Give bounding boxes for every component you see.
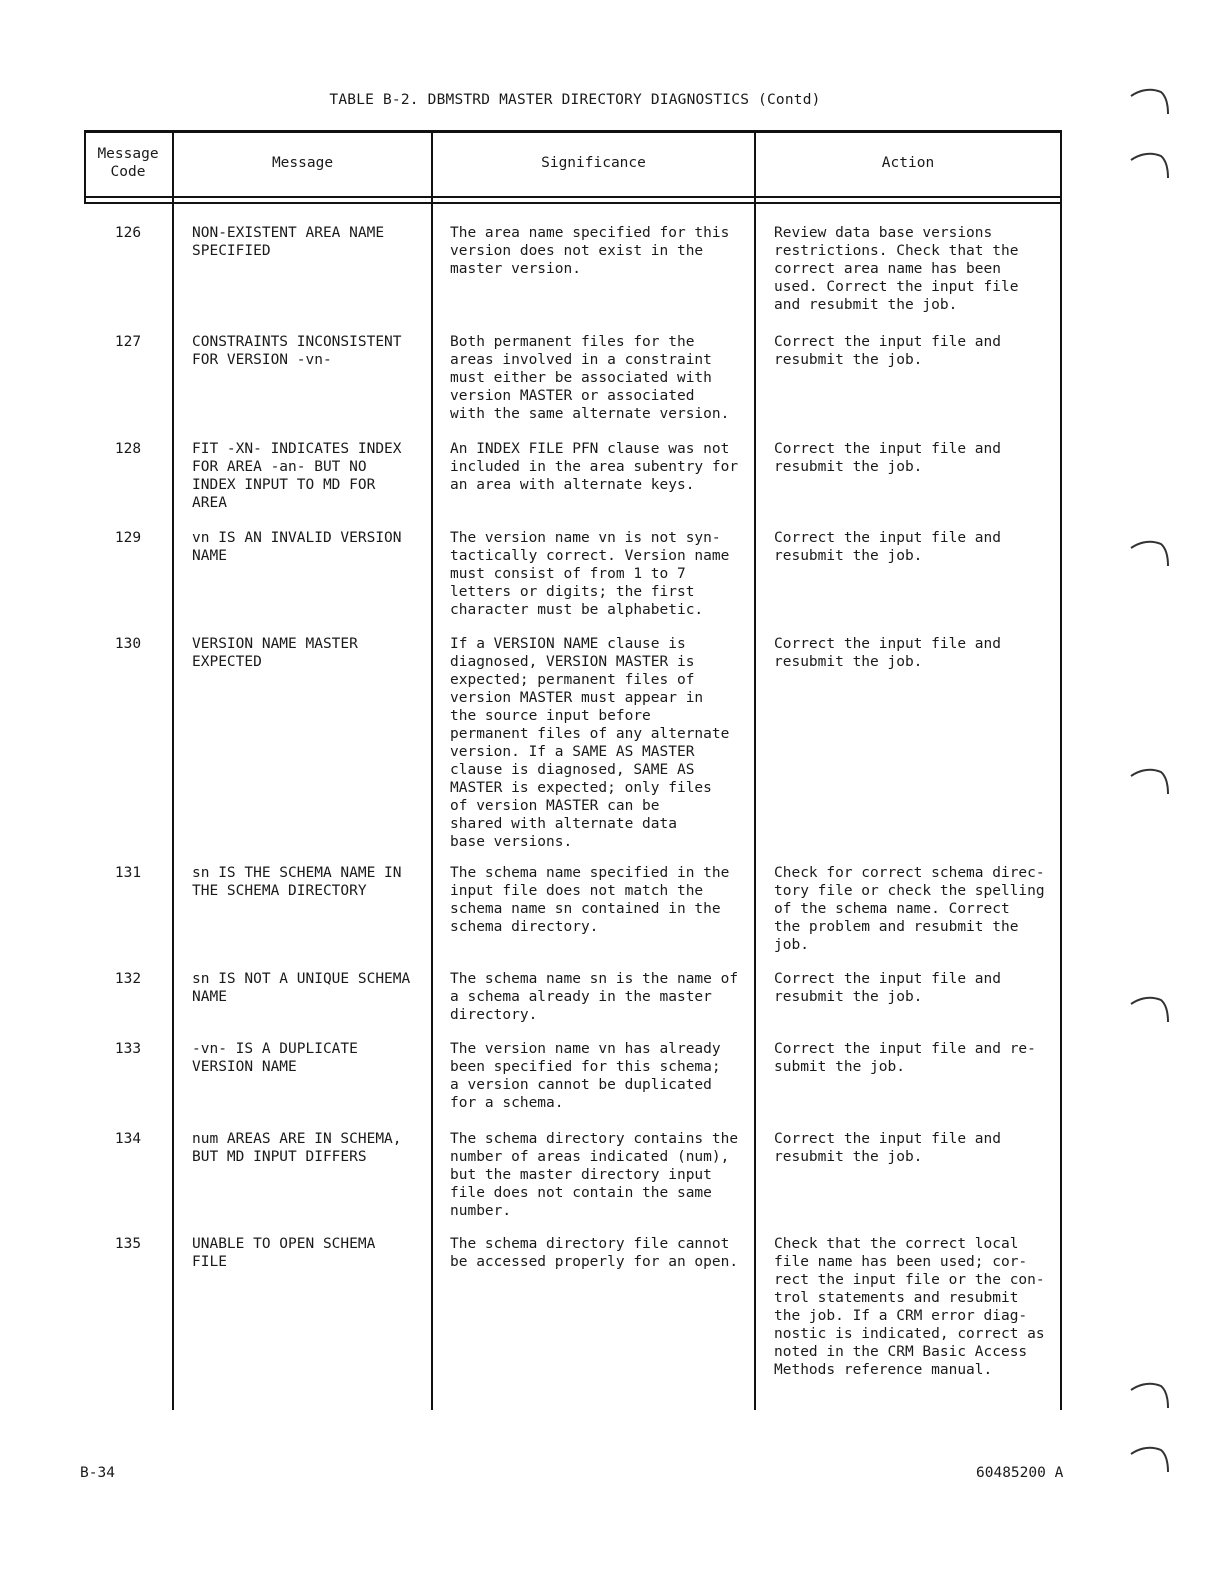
cell-code: 129	[114, 530, 142, 546]
cell-code: 127	[114, 334, 142, 350]
binder-hole-icon	[1128, 1378, 1172, 1412]
binder-hole-icon	[1128, 84, 1172, 118]
cell-significance: Both permanent files for the areas involved in a constraint must either be associated with version MASTER or associated with the same alternate version.	[450, 334, 730, 422]
cell-action: Correct the input file and resubmit the job.	[774, 1131, 1001, 1165]
column-border-right	[1060, 130, 1062, 1410]
binder-hole-icon	[1128, 764, 1172, 798]
cell-message: CONSTRAINTS INCONSISTENT FOR VERSION -vn-	[192, 334, 402, 368]
header-significance: Significance	[541, 155, 646, 171]
column-divider-message	[431, 130, 433, 1410]
cell-code: 133	[114, 1041, 142, 1057]
cell-message: NON-EXISTENT AREA NAME SPECIFIED	[192, 225, 385, 259]
cell-message: -vn- IS A DUPLICATE VERSION NAME	[192, 1041, 358, 1075]
binder-hole-icon	[1128, 148, 1172, 182]
cell-code: 132	[114, 971, 142, 987]
cell-code: 128	[114, 441, 142, 457]
cell-significance: The version name vn is not syn- tactically correct. Version name must consist of from 1 to 7 letters or digits; the first character must be alphabetic.	[450, 530, 730, 618]
cell-message: FIT -XN- INDICATES INDEX FOR AREA -an- BUT NO INDEX INPUT TO MD FOR AREA	[192, 441, 402, 511]
cell-message: VERSION NAME MASTER EXPECTED	[192, 636, 358, 670]
header-message: Message	[271, 155, 334, 171]
cell-code: 131	[114, 865, 142, 881]
cell-action: Correct the input file and resubmit the job.	[774, 441, 1001, 475]
cell-action: Check that the correct local file name has been used; cor- rect the input file or the con- trol statements and resubmit the job. If a CRM error diag- nostic is indicated, correct as noted in the CRM Basic Access Methods reference manual.	[774, 1236, 1045, 1378]
cell-action: Review data base versions restrictions. Check that the correct area name has been used. Correct the input file and resubmit the job.	[774, 225, 1019, 313]
cell-code: 126	[114, 225, 142, 241]
cell-action: Correct the input file and re- submit the job.	[774, 1041, 1036, 1075]
binder-hole-icon	[1128, 992, 1172, 1026]
column-divider-significance	[754, 130, 756, 1410]
cell-message: UNABLE TO OPEN SCHEMA FILE	[192, 1236, 376, 1270]
diagnostics-table	[84, 130, 1062, 1410]
cell-significance: An INDEX FILE PFN clause was not included in the area subentry for an area with alternate keys.	[450, 441, 739, 493]
cell-action: Correct the input file and resubmit the job.	[774, 636, 1001, 670]
header-action: Action	[881, 155, 935, 171]
cell-significance: The version name vn has already been specified for this schema; a version cannot be duplicated for a schema.	[450, 1041, 721, 1111]
cell-significance: The schema name specified in the input file does not match the schema name sn contained in the schema directory.	[450, 865, 730, 935]
cell-significance: If a VERSION NAME clause is diagnosed, VERSION MASTER is expected; permanent files of version MASTER must appear in the source input before permanent files of any alternate version. If a SAME AS MASTER clause is diagnosed, SAME AS MASTER is expected; only files of version MASTER can be shared with alternate data base versions.	[450, 636, 730, 850]
cell-action: Check for correct schema direc- tory file or check the spelling of the schema name. Correct the problem and resubmit the job.	[774, 865, 1045, 953]
cell-message: sn IS THE SCHEMA NAME IN THE SCHEMA DIRECTORY	[192, 865, 402, 899]
header-divider	[84, 196, 1062, 198]
cell-significance: The schema directory file cannot be accessed properly for an open.	[450, 1236, 739, 1270]
cell-code: 130	[114, 636, 142, 652]
cell-action: Correct the input file and resubmit the job.	[774, 530, 1001, 564]
header-divider-double	[84, 202, 1062, 204]
cell-action: Correct the input file and resubmit the job.	[774, 971, 1001, 1005]
binder-hole-icon	[1128, 536, 1172, 570]
binder-hole-icon	[1128, 1442, 1172, 1476]
cell-message: sn IS NOT A UNIQUE SCHEMA NAME	[192, 971, 411, 1005]
cell-code: 135	[114, 1236, 142, 1252]
cell-significance: The area name specified for this version does not exist in the master version.	[450, 225, 730, 277]
cell-code: 134	[114, 1131, 142, 1147]
page-number: B-34	[80, 1465, 115, 1481]
cell-message: num AREAS ARE IN SCHEMA, BUT MD INPUT DIFFERS	[192, 1131, 402, 1165]
header-message-code: Message Code	[97, 146, 159, 180]
table-title: TABLE B-2. DBMSTRD MASTER DIRECTORY DIAGNOSTICS (Contd)	[329, 92, 821, 108]
document-number: 60485200 A	[976, 1465, 1064, 1481]
cell-action: Correct the input file and resubmit the job.	[774, 334, 1001, 368]
cell-significance: The schema directory contains the number of areas indicated (num), but the master directory input file does not contain the same number.	[450, 1131, 739, 1219]
column-divider-code	[172, 130, 174, 1410]
cell-significance: The schema name sn is the name of a schema already in the master directory.	[450, 971, 739, 1023]
cell-message: vn IS AN INVALID VERSION NAME	[192, 530, 402, 564]
